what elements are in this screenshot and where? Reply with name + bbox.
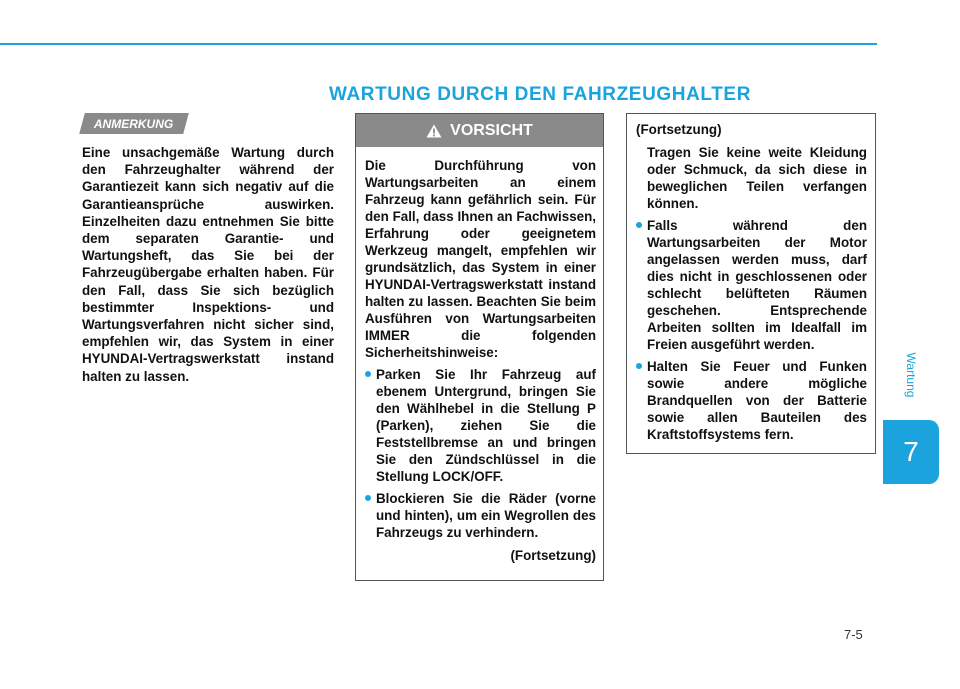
warning-box: [355, 113, 604, 581]
warning-header: [356, 114, 603, 147]
top-rule: [0, 43, 877, 45]
warning-continued: (Fortsetzung): [510, 548, 596, 563]
continuation-indent-text: Tragen Sie keine weite Kleidung oder Schmuck, da sich diese in beweglichen Teilen verfangen können.: [647, 145, 867, 211]
warning-bullet: [365, 366, 596, 485]
continuation-bullet: [636, 217, 867, 353]
warning-intro: Die Durchführung von Wartungsarbeiten an einem Fahrzeug kann gefährlich sein. Für den Fall, dass Ihnen an Fachwissen, Erfahrung oder geeignetem Werkzeug mangelt, empfehlen wir grundsätzlich, das System in einer HYUNDAI-Vertragswerkstatt instand halten zu lassen. Beachten Sie beim Ausführen von Wartungsarbeiten IMMER die folgenden Sicherheitshinweise:: [365, 158, 596, 360]
page-number: 7-5: [844, 627, 863, 642]
bullet-dot-icon: [365, 371, 371, 377]
warning-bullet-text: Parken Sie Ihr Fahrzeug auf ebenem Untergrund, bringen Sie den Wählhebel in die Stellung P (Parken), ziehen Sie die Feststellbremse an und bringen Sie den Zündschlüssel in die Stellung LOCK/OFF.: [376, 367, 596, 484]
continuation-heading: (Fortsetzung): [636, 122, 722, 137]
bullet-dot-icon: [636, 222, 642, 228]
side-tab-label: Wartung: [904, 352, 918, 398]
note-badge: [79, 113, 189, 134]
warning-bullet-text: Blockieren Sie die Räder (vorne und hinten), um ein Wegrollen des Fahrzeugs zu verhindern.: [376, 491, 596, 540]
warning-triangle-icon: [426, 124, 442, 138]
warning-bullet: [365, 490, 596, 541]
note-text: Eine unsachgemäße Wartung durch den Fahrzeughalter während der Garantiezeit kann sich negativ auf die Garantieansprüche auswirken. Einzelheiten dazu entnehmen Sie bitte dem separaten Garantie- und Wartungsheft, das Sie bei der Fahrzeugübergabe erhalten haben. Für den Fall, dass Sie sich bezüglich bestimmter Inspektions- und Wartungsverfahren nicht sicher sind, empfehlen wir, das System in einer HYUNDAI-Vertragswerkstatt instand halten zu lassen.: [82, 145, 334, 384]
bullet-dot-icon: [365, 495, 371, 501]
section-title: WARTUNG DURCH DEN FAHRZEUGHALTER: [328, 84, 752, 105]
continuation-box: [626, 113, 876, 454]
continuation-bullet-text: Falls während den Wartungsarbeiten der Motor angelassen werden muss, darf dies nicht in geschlossenen oder schlecht belüfteten Räumen geschehen. Entsprechende Arbeiten sollten im Idealfall im Freien ausgeführt werden.: [647, 218, 867, 352]
chapter-tab[interactable]: [883, 420, 939, 484]
chapter-number: 7: [903, 436, 919, 467]
continuation-bullet-text: Halten Sie Feuer und Funken sowie andere mögliche Brandquellen von der Batterie sowie allen Bauteilen des Kraftstoffsystems fern.: [647, 359, 867, 442]
warning-title: VORSICHT: [450, 121, 533, 139]
bullet-dot-icon: [636, 363, 642, 369]
note-badge-label: ANMERKUNG: [94, 116, 174, 131]
warning-body: [356, 147, 603, 564]
continuation-bullet: [636, 358, 867, 443]
